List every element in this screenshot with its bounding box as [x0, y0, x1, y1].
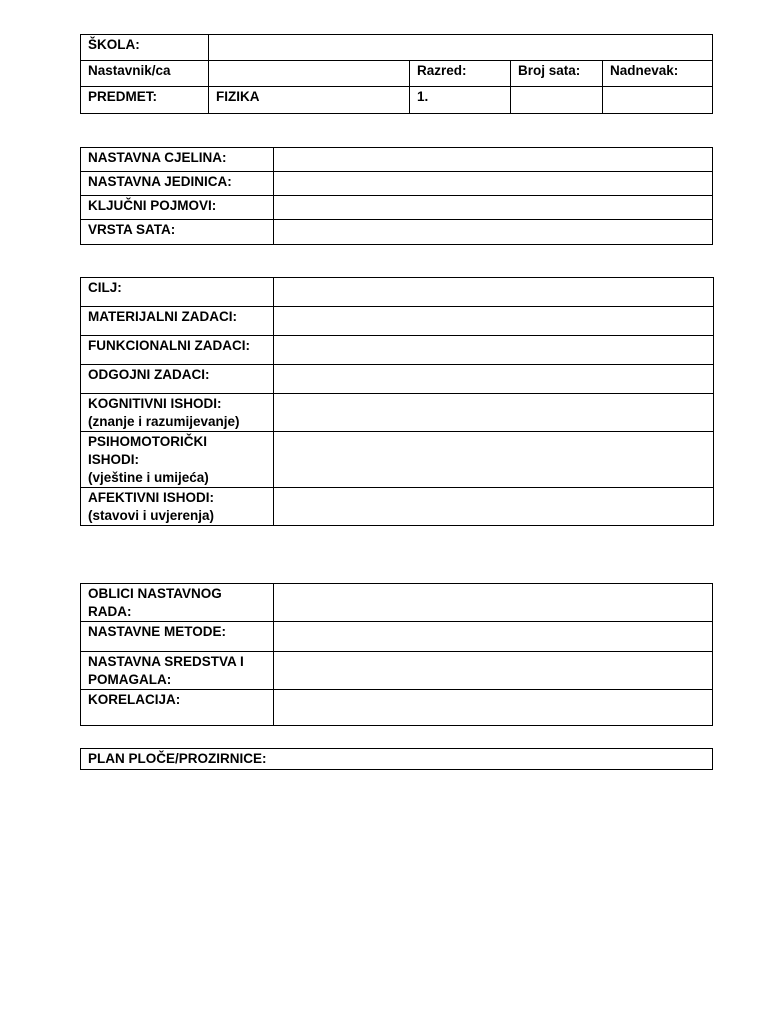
grade-label: Razred: — [410, 61, 511, 87]
subject-label: PREDMET: — [81, 87, 209, 114]
functional-tasks-field[interactable] — [274, 336, 714, 365]
lesson-type-label: VRSTA SATA: — [81, 220, 274, 245]
goal-field[interactable] — [274, 278, 714, 307]
grade-value: 1. — [410, 87, 511, 114]
teaching-aids-label: NASTAVNA SREDSTVA I POMAGALA: — [81, 652, 274, 690]
lesson-number-field[interactable] — [511, 87, 603, 114]
board-plan-label: PLAN PLOČE/PROZIRNICE: — [81, 749, 713, 770]
work-forms-field[interactable] — [274, 584, 713, 622]
goal-label: CILJ: — [81, 278, 274, 307]
teaching-methods-label: NASTAVNE METODE: — [81, 622, 274, 652]
key-terms-field[interactable] — [274, 196, 713, 220]
topic-field[interactable] — [274, 172, 713, 196]
work-forms-label: OBLICI NASTAVNOG RADA: — [81, 584, 274, 622]
lesson-table — [80, 147, 713, 245]
cognitive-outcomes-field[interactable] — [274, 394, 714, 432]
educational-tasks-label: ODGOJNI ZADACI: — [81, 365, 274, 394]
functional-tasks-label: FUNKCIONALNI ZADACI: — [81, 336, 274, 365]
affective-outcomes-field[interactable] — [274, 488, 714, 526]
psychomotor-outcomes-field[interactable] — [274, 432, 714, 488]
date-label: Nadnevak: — [603, 61, 713, 87]
board-plan-table — [80, 748, 713, 770]
key-terms-label: KLJUČNI POJMOVI: — [81, 196, 274, 220]
correlation-field[interactable] — [274, 690, 713, 726]
unit-label: NASTAVNA CJELINA: — [81, 148, 274, 172]
methods-table — [80, 583, 713, 726]
cognitive-outcomes-label: KOGNITIVNI ISHODI: (znanje i razumijevanje) — [81, 394, 274, 432]
psychomotor-outcomes-label: PSIHOMOTORIČKI ISHODI: (vještine i umijeća) — [81, 432, 274, 488]
lesson-number-label: Broj sata: — [511, 61, 603, 87]
date-field[interactable] — [603, 87, 713, 114]
material-tasks-field[interactable] — [274, 307, 714, 336]
header-table — [80, 34, 713, 114]
teacher-field[interactable] — [209, 61, 410, 87]
school-label: ŠKOLA: — [81, 35, 209, 61]
educational-tasks-field[interactable] — [274, 365, 714, 394]
correlation-label: KORELACIJA: — [81, 690, 274, 726]
topic-label: NASTAVNA JEDINICA: — [81, 172, 274, 196]
teacher-label: Nastavnik/ca — [81, 61, 209, 87]
lesson-type-field[interactable] — [274, 220, 713, 245]
school-field[interactable] — [209, 35, 713, 61]
subject-value: FIZIKA — [209, 87, 410, 114]
affective-outcomes-label: AFEKTIVNI ISHODI: (stavovi i uvjerenja) — [81, 488, 274, 526]
teaching-aids-field[interactable] — [274, 652, 713, 690]
teaching-methods-field[interactable] — [274, 622, 713, 652]
goals-table — [80, 277, 714, 526]
material-tasks-label: MATERIJALNI ZADACI: — [81, 307, 274, 336]
unit-field[interactable] — [274, 148, 713, 172]
